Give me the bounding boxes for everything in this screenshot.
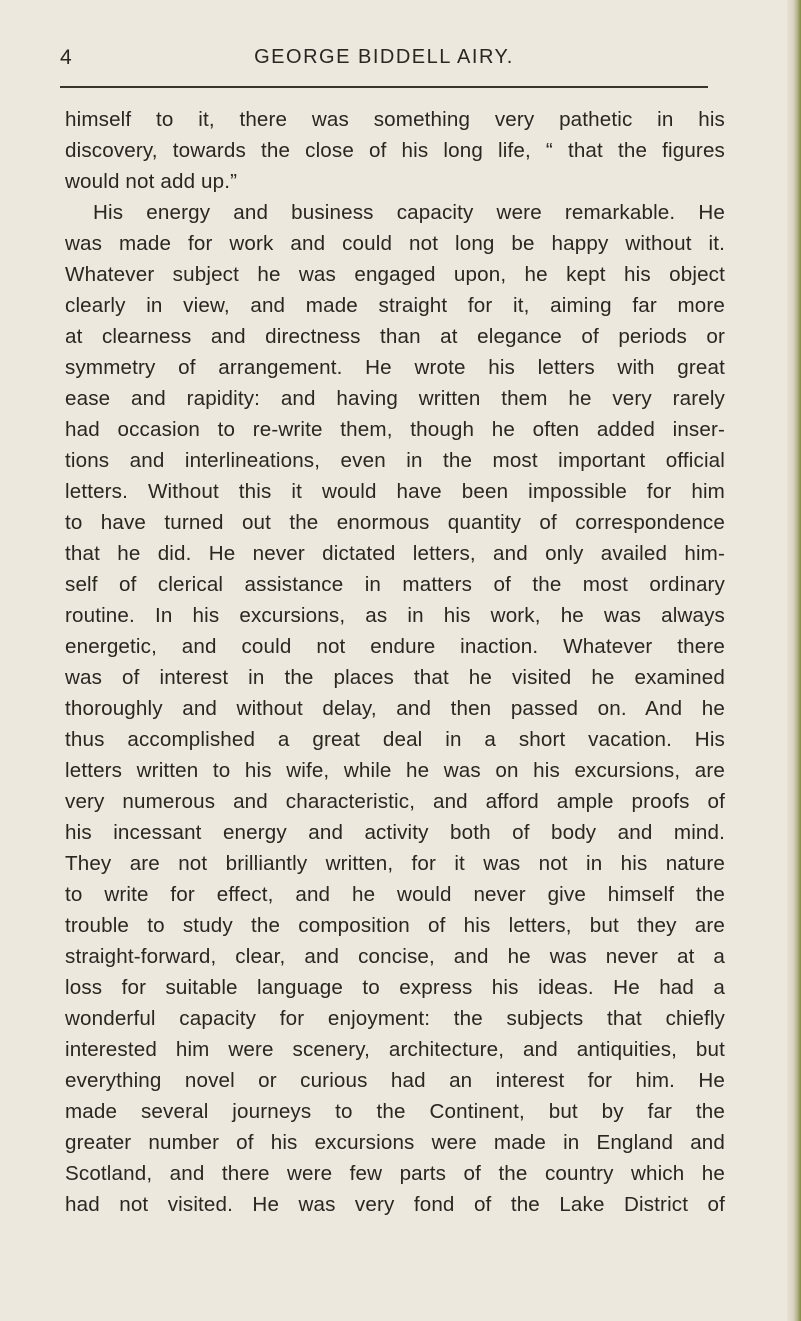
page-spine-edge	[787, 0, 801, 1321]
text-line: would not add up.”	[65, 170, 238, 193]
page-number: 4	[60, 46, 73, 69]
text-line: interested him were scenery, architecture, and antiquities, but	[65, 1038, 725, 1061]
text-line: ease and rapidity: and having written them he very rarely	[65, 387, 725, 410]
text-line: thus accomplished a great deal in a short vacation. His	[65, 728, 725, 751]
text-line: His energy and business capacity were remarkable. He	[93, 201, 725, 224]
text-line: letters written to his wife, while he was on his excursions, are	[65, 759, 725, 782]
text-line: very numerous and characteristic, and afford ample proofs of	[65, 790, 725, 813]
text-line: everything novel or curious had an interest for him. He	[65, 1069, 725, 1092]
text-line: that he did. He never dictated letters, and only availed him-	[65, 542, 725, 565]
text-line: was made for work and could not long be happy without it.	[65, 232, 725, 255]
text-line: symmetry of arrangement. He wrote his letters with great	[65, 356, 725, 379]
text-line: had occasion to re-write them, though he often added inser-	[65, 418, 725, 441]
running-head: GEORGE BIDDELL AIRY.	[254, 46, 514, 68]
text-line: his incessant energy and activity both of body and mind.	[65, 821, 725, 844]
text-line: loss for suitable language to express his ideas. He had a	[65, 976, 725, 999]
text-line: tions and interlineations, even in the most important official	[65, 449, 725, 472]
text-line: himself to it, there was something very pathetic in his	[65, 108, 725, 131]
body-text	[65, 104, 725, 1220]
text-line: Whatever subject he was engaged upon, he kept his object	[65, 263, 725, 286]
text-line: had not visited. He was very fond of the Lake District of	[65, 1193, 725, 1216]
text-line: to have turned out the enormous quantity of correspondence	[65, 511, 725, 534]
text-line: wonderful capacity for enjoyment: the subjects that chiefly	[65, 1007, 725, 1030]
text-line: They are not brilliantly written, for it was not in his nature	[65, 852, 725, 875]
page-header	[60, 46, 708, 86]
text-line: trouble to study the composition of his letters, but they are	[65, 914, 725, 937]
text-line: letters. Without this it would have been impossible for him	[65, 480, 725, 503]
header-rule	[60, 86, 708, 88]
text-line: thoroughly and without delay, and then passed on. And he	[65, 697, 725, 720]
text-line: Scotland, and there were few parts of the country which he	[65, 1162, 725, 1185]
text-line: clearly in view, and made straight for it, aiming far more	[65, 294, 725, 317]
text-line: routine. In his excursions, as in his work, he was always	[65, 604, 725, 627]
text-line: greater number of his excursions were made in England and	[65, 1131, 725, 1154]
text-line: at clearness and directness than at elegance of periods or	[65, 325, 725, 348]
text-line: was of interest in the places that he visited he examined	[65, 666, 725, 689]
text-line: made several journeys to the Continent, but by far the	[65, 1100, 725, 1123]
text-line: energetic, and could not endure inaction. Whatever there	[65, 635, 725, 658]
text-line: discovery, towards the close of his long life, “ that the figures	[65, 139, 725, 162]
text-line: self of clerical assistance in matters of the most ordinary	[65, 573, 725, 596]
text-line: to write for effect, and he would never give himself the	[65, 883, 725, 906]
text-line: straight-forward, clear, and concise, and he was never at a	[65, 945, 725, 968]
